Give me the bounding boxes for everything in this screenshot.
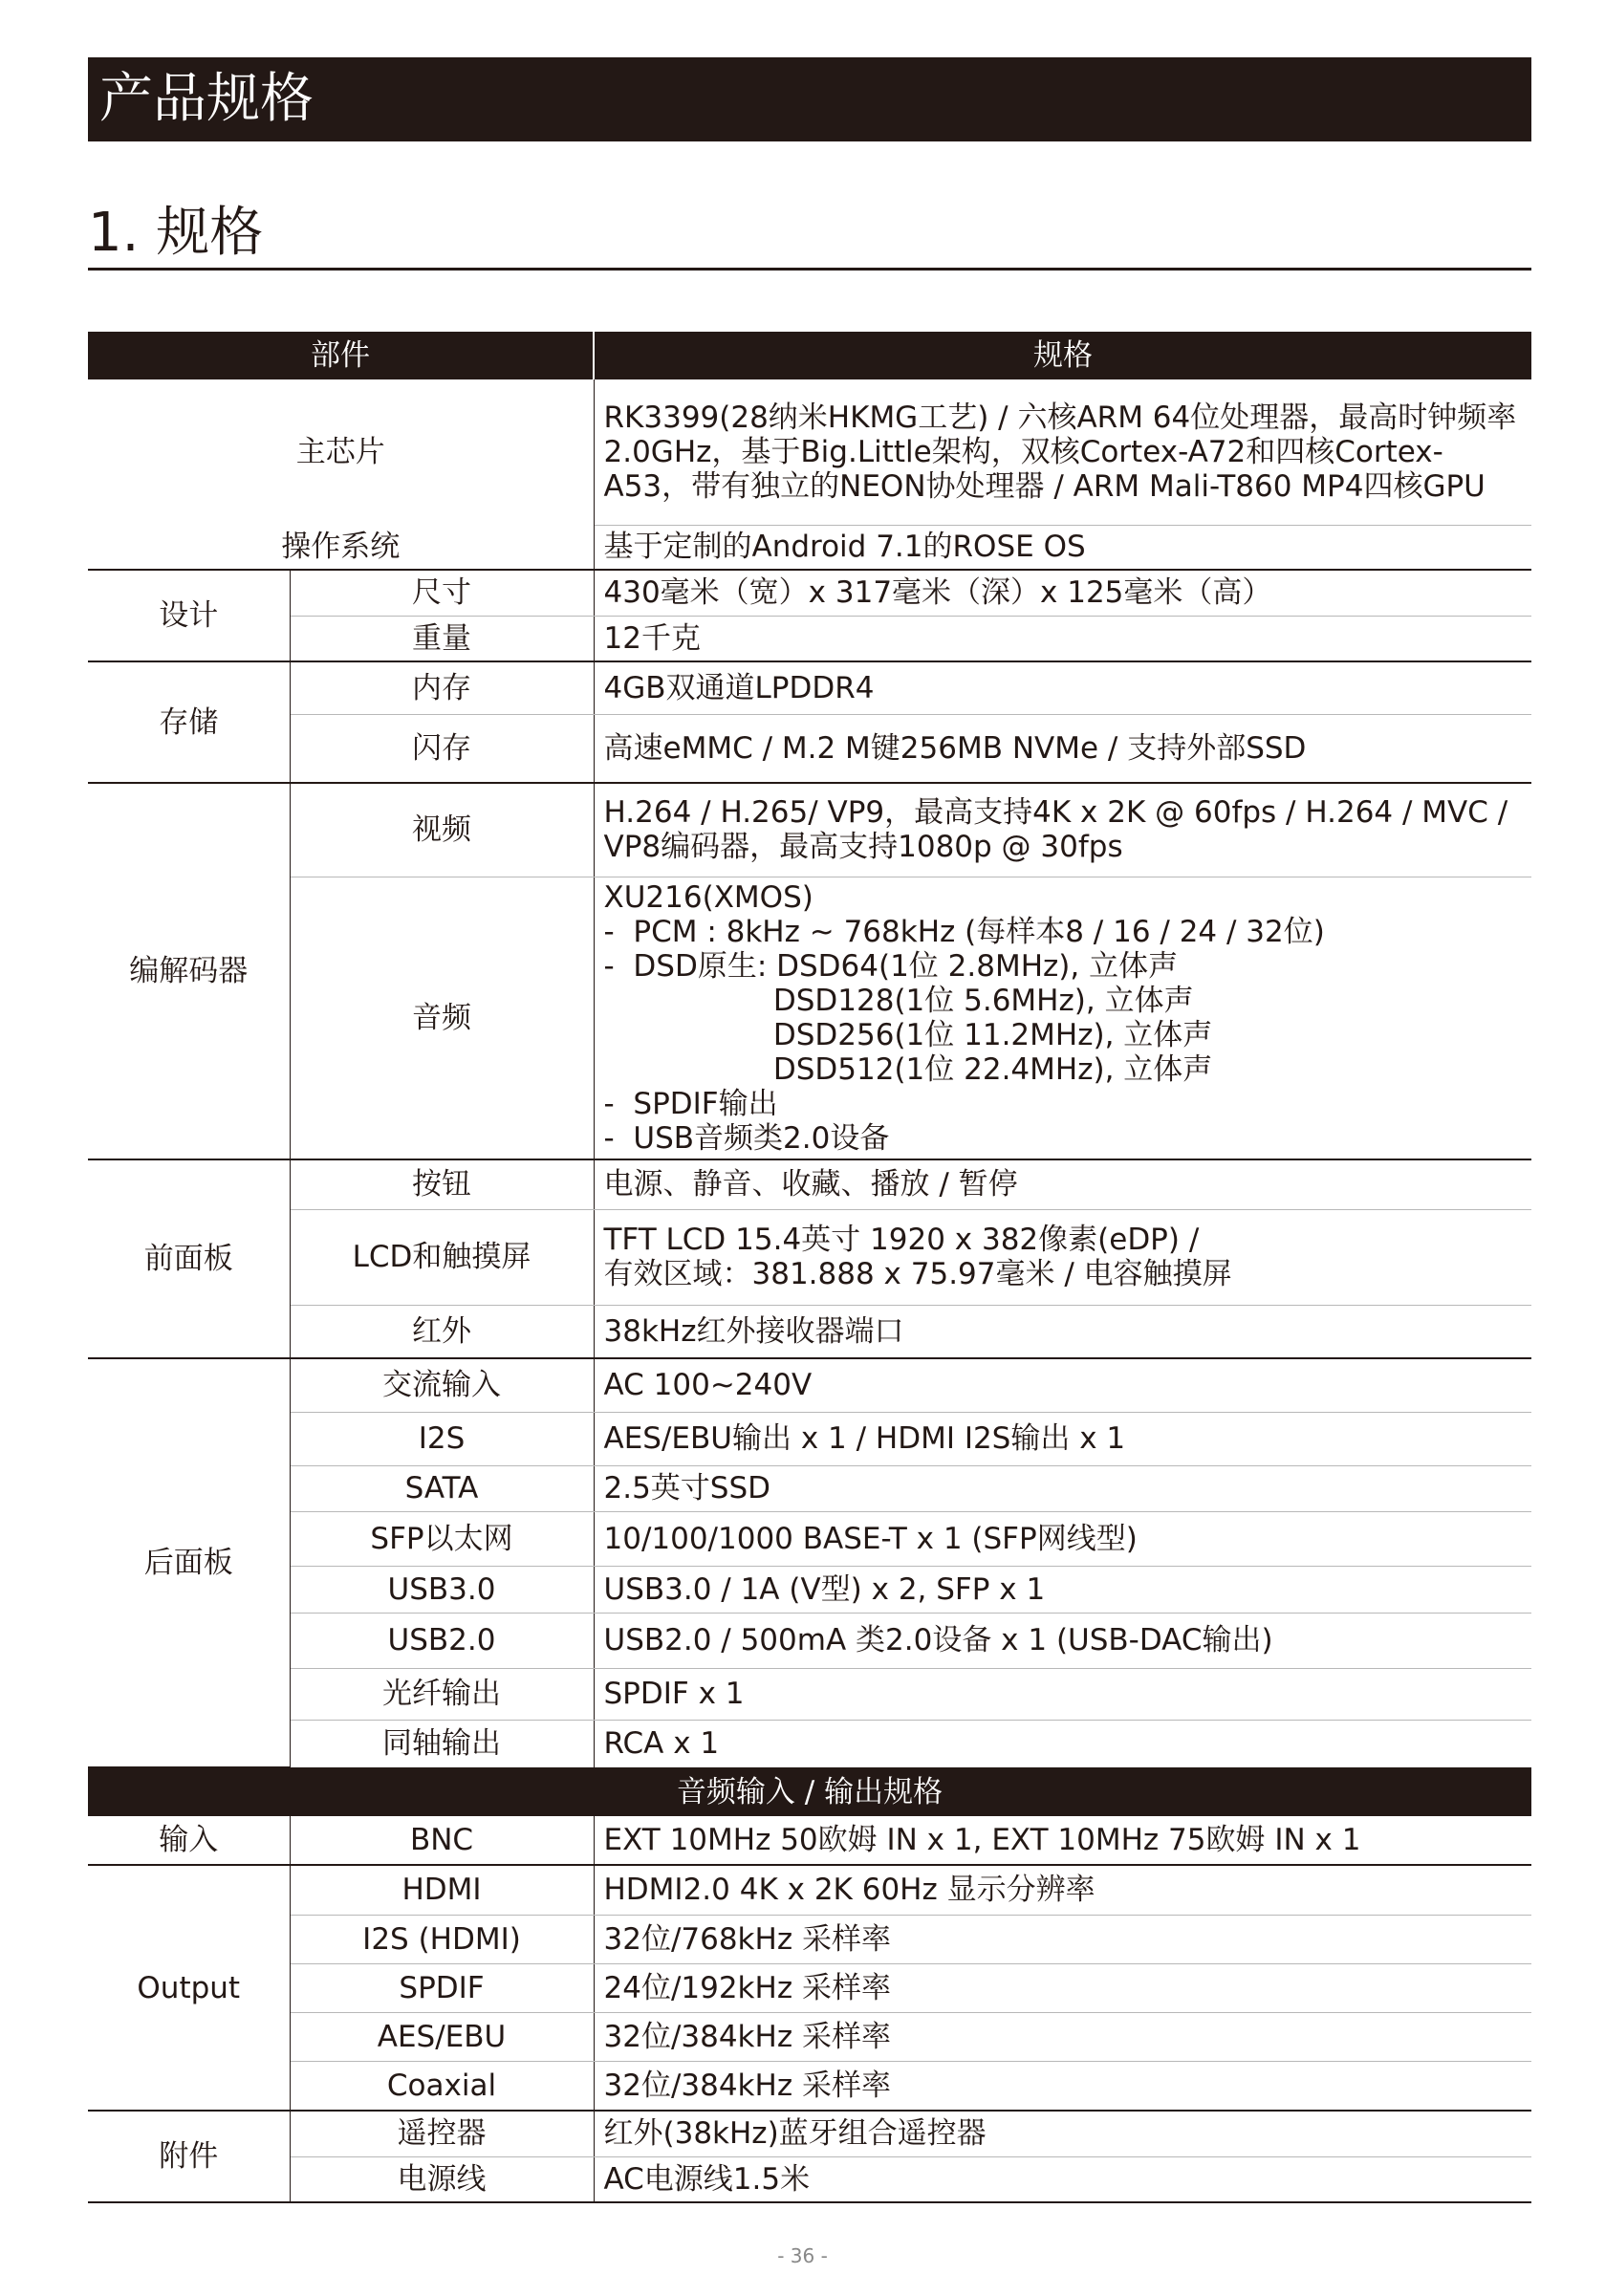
row-value-main-chip: RK3399(28纳米HKMG工艺) / 六核ARM 64位处理器，最高时钟频率2.0GHz，基于Big.Little架构，双核Cortex-A72和四核Cortex-A53，带有独立的NEON协处理器 / ARM Mali-T860 MP4四核GPU [594, 379, 1531, 525]
value-remote: 红外(38kHz)蓝牙组合遥控器 [594, 2111, 1531, 2156]
item-sfp-ethernet: SFP以太网 [290, 1511, 594, 1566]
value-i2s: AES/EBU输出 x 1 / HDMI I2S输出 x 1 [594, 1412, 1531, 1465]
table-row [88, 1465, 1531, 1511]
value-aes-ebu: 32位/384kHz 采样率 [594, 2012, 1531, 2061]
item-i2s: I2S [290, 1412, 594, 1465]
item-lcd-touch: LCD和触摸屏 [290, 1209, 594, 1305]
column-header-spec: 规格 [594, 332, 1531, 379]
table-row [88, 1720, 1531, 1767]
row-label-main-chip: 主芯片 [88, 379, 594, 525]
table-row [88, 1915, 1531, 1963]
value-sfp-ethernet: 10/100/1000 BASE-T x 1 (SFP网线型) [594, 1511, 1531, 1566]
category-storage: 存储 [88, 661, 290, 783]
table-row [88, 1305, 1531, 1358]
table-row [88, 1668, 1531, 1720]
item-coaxial: Coaxial [290, 2061, 594, 2111]
item-hdmi: HDMI [290, 1865, 594, 1915]
item-video: 视频 [290, 783, 594, 877]
item-weight: 重量 [290, 616, 594, 661]
category-front-panel: 前面板 [88, 1159, 290, 1358]
item-usb30: USB3.0 [290, 1566, 594, 1613]
item-remote: 遥控器 [290, 2111, 594, 2156]
value-sata: 2.5英寸SSD [594, 1465, 1531, 1511]
value-usb30: USB3.0 / 1A (V型) x 2, SFP x 1 [594, 1566, 1531, 1613]
row-value-os: 基于定制的Android 7.1的ROSE OS [594, 525, 1531, 570]
item-power-cord: 电源线 [290, 2156, 594, 2202]
item-memory: 内存 [290, 661, 594, 714]
item-coax-out: 同轴输出 [290, 1720, 594, 1767]
category-design: 设计 [88, 570, 290, 661]
value-power-cord: AC电源线1.5米 [594, 2156, 1531, 2202]
spec-table [88, 332, 1531, 2203]
table-row [88, 525, 1531, 570]
section-title: 1. 规格 [88, 196, 1531, 271]
table-row [88, 2111, 1531, 2156]
column-header-component: 部件 [88, 332, 594, 379]
item-sata: SATA [290, 1465, 594, 1511]
category-input: 输入 [88, 1816, 290, 1865]
item-size: 尺寸 [290, 570, 594, 616]
table-row [88, 379, 1531, 525]
value-lcd-touch: TFT LCD 15.4英寸 1920 x 382像素(eDP) / 有效区域：381.888 x 75.97毫米 / 电容触摸屏 [594, 1209, 1531, 1305]
table-row [88, 2156, 1531, 2202]
item-flash: 闪存 [290, 714, 594, 783]
table-row [88, 877, 1531, 1159]
table-row [88, 1412, 1531, 1465]
table-row [88, 2012, 1531, 2061]
value-spdif: 24位/192kHz 采样率 [594, 1963, 1531, 2012]
value-buttons: 电源、静音、收藏、播放 / 暂停 [594, 1159, 1531, 1209]
category-output: Output [88, 1865, 290, 2111]
item-bnc: BNC [290, 1816, 594, 1865]
value-optical-out: SPDIF x 1 [594, 1668, 1531, 1720]
value-size: 430毫米（宽）x 317毫米（深）x 125毫米（高） [594, 570, 1531, 616]
table-row [88, 1209, 1531, 1305]
table-row [88, 1963, 1531, 2012]
table-row [88, 661, 1531, 714]
table-row [88, 1613, 1531, 1668]
table-row [88, 714, 1531, 783]
value-hdmi: HDMI2.0 4K x 2K 60Hz 显示分辨率 [594, 1865, 1531, 1915]
table-row [88, 2061, 1531, 2111]
value-i2s-hdmi: 32位/768kHz 采样率 [594, 1915, 1531, 1963]
item-ir: 红外 [290, 1305, 594, 1358]
page-header-bar [88, 57, 1531, 141]
item-buttons: 按钮 [290, 1159, 594, 1209]
item-spdif: SPDIF [290, 1963, 594, 2012]
table-row [88, 1816, 1531, 1865]
table-row [88, 1865, 1531, 1915]
table-row [88, 570, 1531, 616]
band-title: 音频输入 / 输出规格 [88, 1767, 1531, 1816]
category-codec: 编解码器 [88, 783, 290, 1159]
value-flash: 高速eMMC / M.2 M键256MB NVMe / 支持外部SSD [594, 714, 1531, 783]
item-optical-out: 光纤输出 [290, 1668, 594, 1720]
table-row [88, 783, 1531, 877]
value-weight: 12千克 [594, 616, 1531, 661]
value-ac-input: AC 100~240V [594, 1358, 1531, 1412]
item-i2s-hdmi: I2S (HDMI) [290, 1915, 594, 1963]
value-coaxial: 32位/384kHz 采样率 [594, 2061, 1531, 2111]
value-audio: XU216(XMOS) - PCM : 8kHz ~ 768kHz (每样本8 / 16 / 24 / 32位) - DSD原生: DSD64(1位 2.8MHz), 立体声 DSD128(1位 5.6MHz), 立体声 DSD256(1位 11.2MHz), 立体声 DSD512(1位 22.4MHz), 立体声 - SPDIF输出 - USB音频类2.0设备 [594, 877, 1531, 1159]
table-row [88, 1511, 1531, 1566]
item-aes-ebu: AES/EBU [290, 2012, 594, 2061]
row-label-os: 操作系统 [88, 525, 594, 570]
category-rear-panel: 后面板 [88, 1358, 290, 1767]
table-row [88, 1358, 1531, 1412]
page-header-title: 产品规格 [99, 68, 314, 130]
value-usb20: USB2.0 / 500mA 类2.0设备 x 1 (USB-DAC输出) [594, 1613, 1531, 1668]
category-accessories: 附件 [88, 2111, 290, 2202]
value-coax-out: RCA x 1 [603, 1726, 720, 1762]
value-bnc: EXT 10MHz 50欧姆 IN x 1, EXT 10MHz 75欧姆 IN x 1 [594, 1816, 1531, 1865]
table-row [88, 616, 1531, 661]
value-video: H.264 / H.265/ VP9，最高支持4K x 2K @ 60fps / H.264 / MVC / VP8编码器，最高支持1080p @ 30fps [594, 783, 1531, 877]
page-number: - 36 - [777, 2244, 828, 2267]
value-ir: 38kHz红外接收器端口 [594, 1305, 1531, 1358]
band-row [88, 1767, 1531, 1816]
table-header-row [88, 332, 1531, 379]
item-ac-input: 交流输入 [290, 1358, 594, 1412]
item-audio: 音频 [290, 877, 594, 1159]
item-usb20: USB2.0 [290, 1613, 594, 1668]
table-row [88, 1566, 1531, 1613]
value-memory: 4GB双通道LPDDR4 [594, 661, 1531, 714]
table-row [88, 1159, 1531, 1209]
